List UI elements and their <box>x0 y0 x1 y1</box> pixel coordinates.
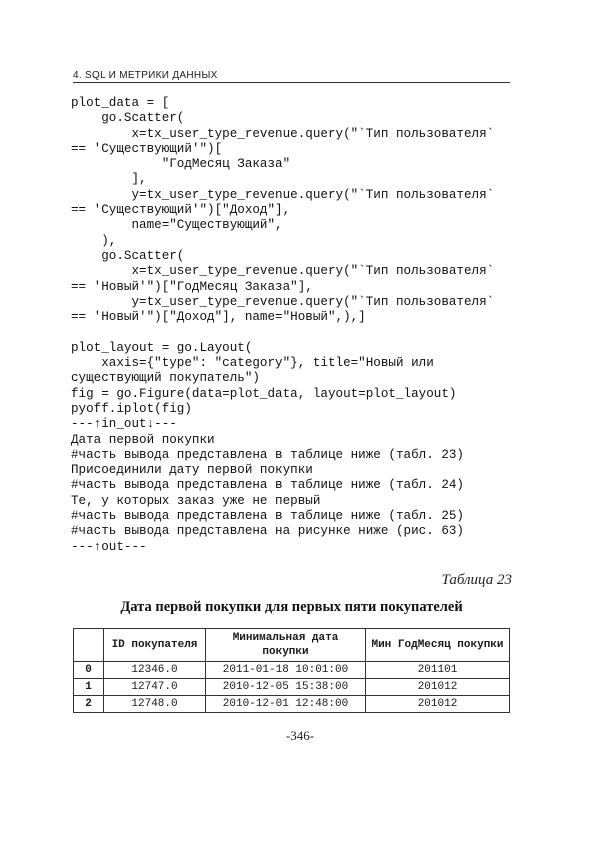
table-row <box>74 696 510 713</box>
min-date: 2011-01-18 10:01:00 <box>206 662 366 679</box>
code-line: name="Существующий", <box>71 218 283 233</box>
code-line: #часть вывода представлена в таблице ниже (табл. 25) <box>71 509 464 524</box>
row-index: 0 <box>74 662 104 679</box>
code-line: Дата первой покупки <box>71 432 215 447</box>
code-line: plot_layout = go.Layout( <box>71 340 253 355</box>
code-line: fig = go.Figure(data=plot_data, layout=plot_layout) <box>71 386 457 401</box>
code-line: #часть вывода представлена в таблице ниже (табл. 23) <box>71 447 464 462</box>
code-line: ), <box>71 233 117 248</box>
customer-id: 12748.0 <box>104 696 206 713</box>
min-date: 2010-12-01 12:48:00 <box>206 696 366 713</box>
table-caption: Таблица 23 <box>441 572 512 588</box>
code-line: ---↑in_out↓--- <box>71 417 177 432</box>
running-header: 4. SQL И МЕТРИКИ ДАННЫХ <box>73 70 510 83</box>
code-line: == 'Новый'")["Доход"], name="Новый",),] <box>71 310 366 325</box>
code-line: == 'Новый'")["ГодМесяц Заказа"], <box>71 279 313 294</box>
table-header-row <box>74 629 510 662</box>
header-min-yearmonth: Мин ГодМесяц покупки <box>366 629 510 662</box>
code-line: "ГодМесяц Заказа" <box>71 157 291 172</box>
code-line: x=tx_user_type_revenue.query("`Тип пользователя` <box>71 264 495 279</box>
customer-id: 12346.0 <box>104 662 206 679</box>
customer-id: 12747.0 <box>104 679 206 696</box>
code-line: go.Scatter( <box>71 248 185 263</box>
table-row <box>74 662 510 679</box>
header-index <box>74 629 104 662</box>
code-line: ---↑out--- <box>71 539 147 554</box>
code-line: y=tx_user_type_revenue.query("`Тип пользователя` <box>71 187 495 202</box>
code-line <box>71 325 516 340</box>
code-line: ], <box>71 172 147 187</box>
code-line: pyoff.iplot(fig) <box>71 401 192 416</box>
table-row <box>74 679 510 696</box>
min-date: 2010-12-05 15:38:00 <box>206 679 366 696</box>
code-line: Те, у которых заказ уже не первый <box>71 493 321 508</box>
header-customer-id: ID покупателя <box>104 629 206 662</box>
min-yearmonth: 201012 <box>366 679 510 696</box>
code-line: #часть вывода представлена в таблице ниже (табл. 24) <box>71 478 464 493</box>
min-yearmonth: 201012 <box>366 696 510 713</box>
header-min-date: Минимальная дата покупки <box>206 629 366 662</box>
row-index: 2 <box>74 696 104 713</box>
code-line: == 'Существующий'")[ <box>71 141 223 156</box>
code-block <box>71 96 516 555</box>
code-line: go.Scatter( <box>71 111 185 126</box>
min-yearmonth: 201101 <box>366 662 510 679</box>
code-line: Присоединили дату первой покупки <box>71 463 313 478</box>
code-line: существующий покупатель") <box>71 371 260 386</box>
page-number: -346- <box>285 728 315 743</box>
row-index: 1 <box>74 679 104 696</box>
code-line: xaxis={"type": "category"}, title="Новый или <box>71 356 434 371</box>
code-line: y=tx_user_type_revenue.query("`Тип пользователя` <box>71 294 495 309</box>
code-line: == 'Существующий'")["Доход"], <box>71 203 291 218</box>
code-line: plot_data = [ <box>71 96 170 110</box>
code-line: x=tx_user_type_revenue.query("`Тип пользователя` <box>71 126 495 141</box>
code-line: #часть вывода представлена на рисунке ниже (рис. 63) <box>71 524 464 539</box>
first-purchase-table <box>73 628 510 713</box>
table-title: Дата первой покупки для первых пяти покупателей <box>120 599 463 615</box>
